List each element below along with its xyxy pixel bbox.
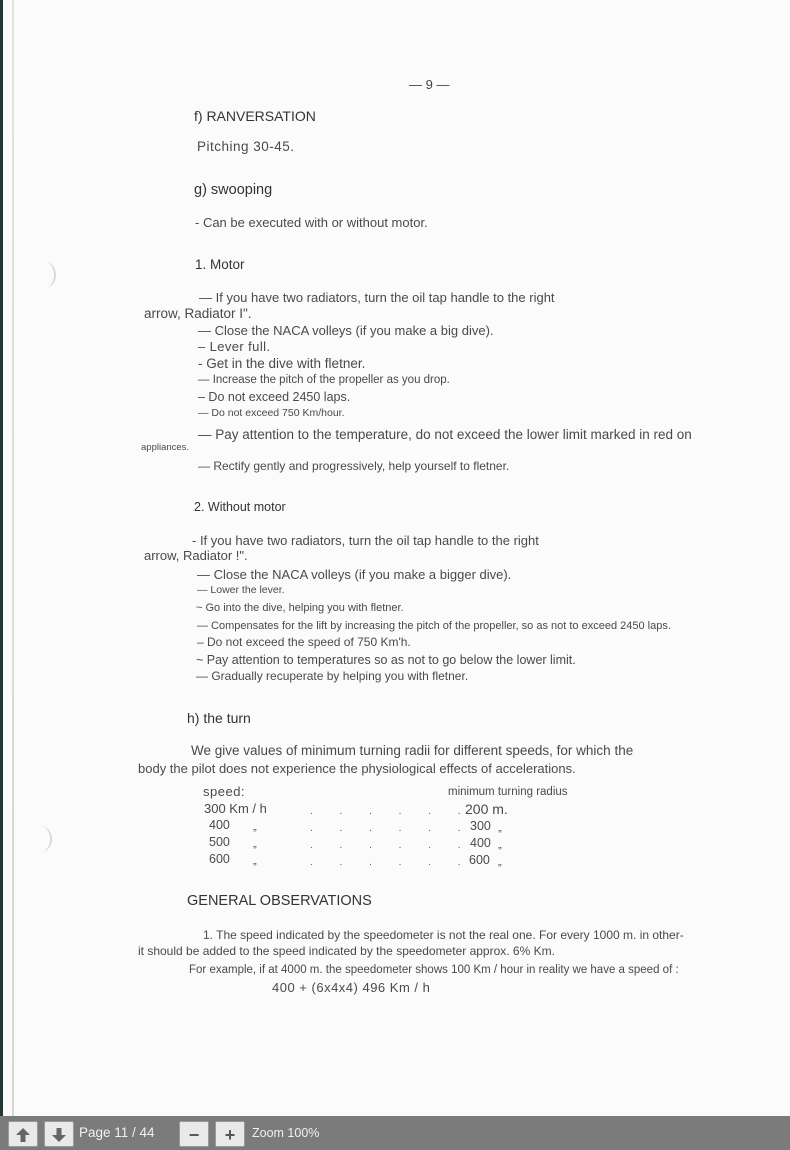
dot-leader: . . . . . . [310,840,461,851]
dot-leader: . . . . . . [310,857,461,868]
speed-column-header: speed: [203,784,246,799]
speed-cell: 600 [209,852,230,866]
motor-line: — Close the NACA volleys (if you make a big dive). [198,323,494,338]
punch-hole-bottom [30,826,52,852]
section-h-para: body the pilot does not experience the physiological effects of accelerations. [138,761,576,776]
general-observations-heading: GENERAL OBSERVATIONS [187,893,372,909]
without-motor-heading: 2. Without motor [194,500,286,514]
ditto-mark: „ [253,838,257,850]
radius-cell: 200 m. [465,801,508,817]
without-motor-line: ~ Go into the dive, helping you with fletner. [196,602,404,614]
punch-hole-top [34,262,56,288]
motor-line: — If you have two radiators, turn the oil tap handle to the right [199,290,555,305]
without-motor-line: — Close the NACA volleys (if you make a bigger dive). [197,567,512,582]
section-h-para: We give values of minimum turning radii for different speeds, for which the [191,743,634,758]
section-g-heading: g) swooping [194,182,273,198]
without-motor-line: — Gradually recuperate by helping you with fletner. [196,669,469,683]
document-page [3,0,790,1116]
section-g-intro: - Can be executed with or without motor. [195,215,428,230]
zoom-out-button[interactable]: − [179,1121,209,1147]
ditto-mark: „ [253,821,257,833]
arrow-up-icon [15,1127,31,1143]
without-motor-line: – Do not exceed the speed of 750 Km'h. [197,635,411,649]
without-motor-line: — Lower the lever. [197,584,285,596]
radius-cell: 300 [470,819,491,833]
ditto-mark: „ [498,822,502,834]
zoom-in-button[interactable]: + [215,1121,245,1147]
next-page-button[interactable] [44,1121,74,1147]
radius-cell: 400 [470,836,491,850]
previous-page-button[interactable] [8,1121,38,1147]
motor-line: — Rectify gently and progressively, help yourself to fletner. [198,459,510,473]
without-motor-line: - If you have two radiators, turn the oil tap handle to the right [192,533,539,548]
ditto-mark: „ [498,839,502,851]
zoom-level: Zoom 100% [252,1126,320,1140]
section-h-heading: h) the turn [187,710,251,726]
ditto-mark: „ [498,856,502,868]
speed-cell: 400 [209,818,230,832]
motor-line: – Do not exceed 2450 laps. [198,390,351,404]
dot-leader: . . . . . . [310,823,461,834]
speed-formula: 400 + (6x4x4) 496 Km / h [272,980,431,995]
page-edge [12,0,14,1116]
motor-line: - Get in the dive with fletner. [198,356,366,371]
motor-line: — Pay attention to the temperature, do not exceed the lower limit marked in red on [198,427,692,442]
speed-cell: 500 [209,835,230,849]
speed-cell: 300 Km / h [204,801,267,816]
general-line: it should be added to the speed indicated by the speedometer approx. 6% Km. [138,944,555,958]
radius-cell: 600 [469,853,490,867]
ditto-mark: „ [253,855,257,867]
motor-line: — Do not exceed 750 Km/hour. [198,407,345,419]
viewer-toolbar [0,1116,790,1150]
general-line: For example, if at 4000 m. the speedometer shows 100 Km / hour in reality we have a speed of : [189,964,679,976]
motor-line: arrow, Radiator I". [144,306,252,321]
radius-column-header: minimum turning radius [448,786,568,798]
dot-leader: . . . . . . [310,806,461,817]
page-indicator: Page 11 / 44 [79,1125,155,1140]
page-number: — 9 — [409,77,450,92]
without-motor-line: — Compensates for the lift by increasing the pitch of the propeller, so as not to exceed 2450 laps. [197,620,671,632]
without-motor-line: arrow, Radiator !". [144,548,248,563]
motor-heading: 1. Motor [195,257,245,272]
section-f-text: Pitching 30-45. [197,139,295,154]
general-line: 1. The speed indicated by the speedometer is not the real one. For every 1000 m. in other- [203,928,684,942]
section-f-heading: f) RANVERSATION [194,108,316,124]
motor-line: — Increase the pitch of the propeller as you drop. [198,374,450,386]
motor-line: appliances. [141,442,190,453]
arrow-down-icon [51,1127,67,1143]
without-motor-line: ~ Pay attention to temperatures so as not to go below the lower limit. [196,653,576,667]
motor-line: – Lever full. [198,339,271,354]
